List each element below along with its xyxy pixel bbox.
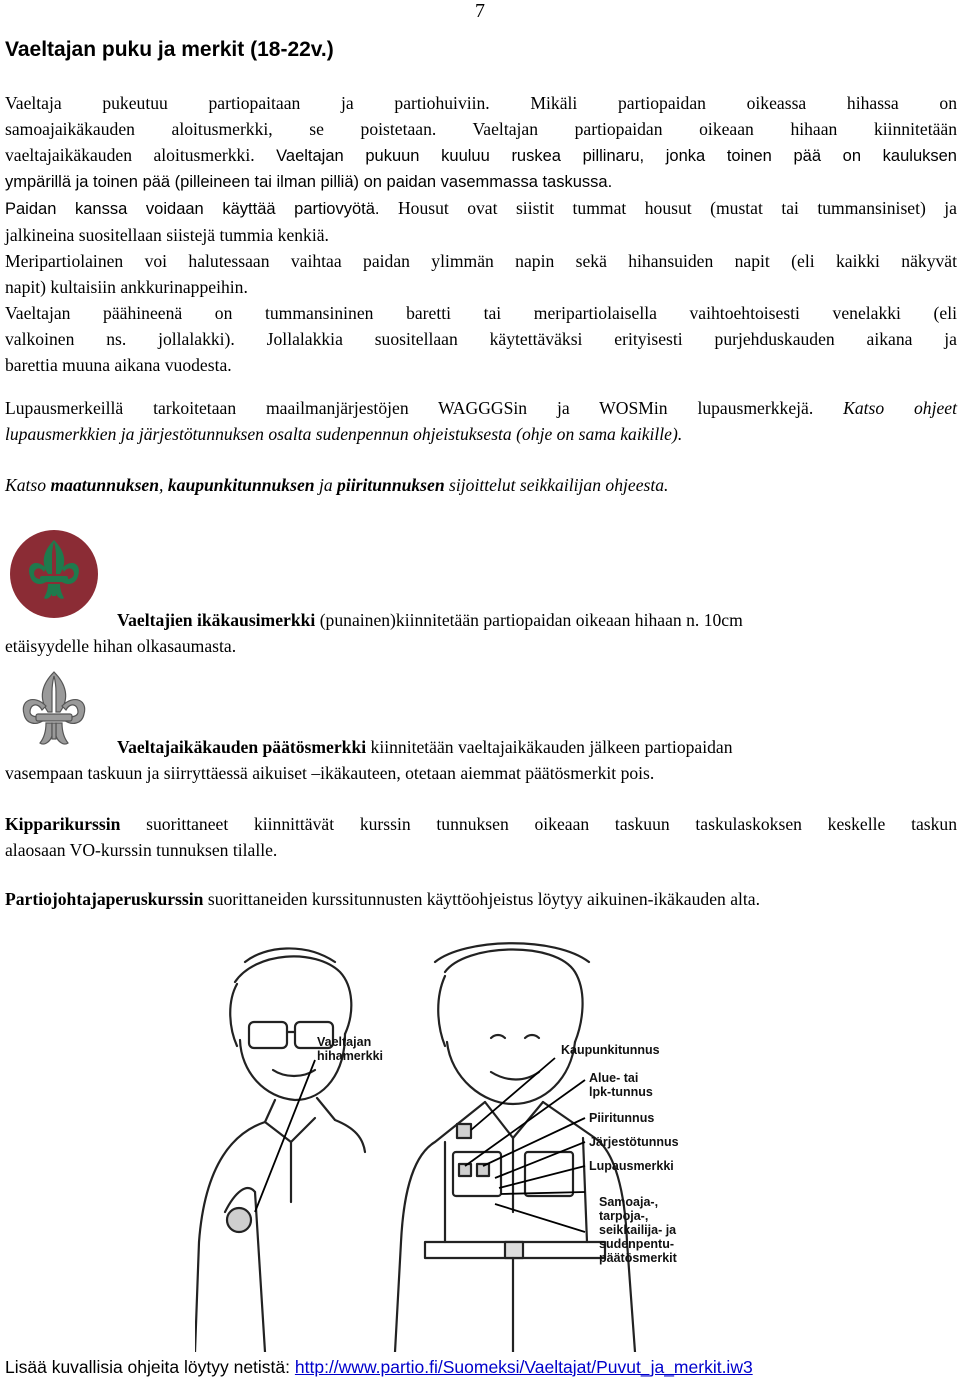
- label-paatos-1: Samoaja-,: [599, 1195, 659, 1209]
- page-title: Vaeltajan puku ja merkit (18-22v.): [5, 38, 334, 61]
- intro-line-10a: valkoinen ns. jollalakki).: [5, 329, 235, 349]
- kippari-title: Kipparikurssin: [5, 814, 121, 834]
- label-hihamerkki-2: hihamerkki: [317, 1049, 384, 1063]
- label-paatos-4: sudenpentu-: [599, 1237, 674, 1251]
- intro-sans-c: Paidan kanssa voidaan käyttää partiovyötä.: [5, 200, 380, 218]
- kippari-line2: alaosaan VO-kurssin tunnuksen tilalle.: [5, 840, 278, 860]
- label-jarjestotunnus: Järjestötunnus: [589, 1135, 679, 1149]
- label-alue-1: Alue- tai: [589, 1071, 639, 1085]
- intro-line-8: napit) kultaisiin ankkurinappeihin.: [5, 277, 248, 297]
- label-paatos-2: tarpoja-,: [599, 1209, 649, 1223]
- intro-line-7: Meripartiolainen voi halutessaan vaihtaa paidan ylimmän napin sekä hihansuiden napit (eli kaikki näkyvät: [5, 251, 957, 271]
- intro-line-10b: Jollalakkia suositellaan käytettäväksi erityisesti purjehduskauden aikana ja: [266, 329, 957, 349]
- footer: [5, 1357, 753, 1378]
- promise-italic-a: Katso ohjeet: [843, 398, 957, 418]
- intro-sans-b: ympärillä ja toinen pää (pilleineen tai ilman pilliä) on paidan vasemmassa taskussa.: [5, 173, 613, 191]
- badge2-title: Vaeltajaikäkauden päätösmerkki: [117, 737, 367, 757]
- label-paatos-5: päätösmerkit: [599, 1251, 677, 1265]
- katso-mid: ja: [318, 475, 333, 495]
- intro-line-1: Vaeltaja pukeutuu partiopaitaan ja partiohuiviin. Mikäli partiopaidan oikeassa hihassa on: [5, 93, 957, 113]
- footer-link[interactable]: http://www.partio.fi/Suomeksi/Vaeltajat/Puvut_ja_merkit.iw3: [294, 1357, 753, 1377]
- label-kaupunkitunnus: Kaupunkitunnus: [561, 1043, 660, 1057]
- badge1-paragraph: [5, 607, 957, 659]
- label-paatos-3: seikkailija- ja: [599, 1223, 677, 1237]
- intro-line-9: Vaeltajan päähineenä on tummansininen baretti tai meripartiolaisella vaihtoehtoisesti venelakki (eli: [5, 303, 957, 323]
- katso-bold-2: kaupunkitunnuksen: [167, 475, 315, 495]
- intro-paragraph: [5, 90, 957, 378]
- promise-paragraph: [5, 395, 957, 447]
- katso-paragraph: [5, 472, 957, 498]
- intro-line-6: jalkineina suositellaan siistejä tummia kenkiä.: [5, 225, 329, 245]
- badge1-line2: etäisyydelle hihan olkasaumasta.: [5, 636, 237, 656]
- page-number: 7: [475, 0, 485, 22]
- label-alue-2: lpk-tunnus: [589, 1085, 653, 1099]
- katso-bold-3: piiritunnuksen: [337, 475, 445, 495]
- intro-line-3: vaeltajaikäkauden aloitusmerkki.: [5, 145, 255, 165]
- badge2-line2: vasempaan taskuun ja siirryttäessä aikuiset –ikäkauteen, otetaan aiemmat päätösmerkit pois.: [5, 763, 655, 783]
- katso-pre: Katso: [5, 475, 47, 495]
- badge2-paragraph: [5, 734, 957, 786]
- partiojohtaja-text: suorittaneiden kurssitunnusten käyttöohjeistus löytyy aikuinen-ikäkauden alta.: [207, 889, 760, 909]
- intro-sans-a: Vaeltajan pukuun kuuluu ruskea pillinaru, jonka toinen pää on kauluksen: [276, 147, 957, 165]
- kippari-paragraph: [5, 811, 957, 863]
- katso-bold-1: maatunnuksen: [50, 475, 160, 495]
- partiojohtaja-paragraph: [5, 886, 957, 912]
- katso-post: sijoittelut seikkailijan ohjeesta.: [449, 475, 669, 495]
- badge1-title: Vaeltajien ikäkausimerkki: [117, 610, 316, 630]
- promise-italic-b: lupausmerkkien ja järjestötunnuksen osalta sudenpennun ohjeistuksesta (ohje on sama kaikille).: [5, 424, 683, 444]
- footer-text: Lisää kuvallisia ohjeita löytyy netistä:: [5, 1357, 291, 1377]
- label-piiritunnus: Piiritunnus: [589, 1111, 655, 1125]
- partiojohtaja-title: Partiojohtajaperuskurssin: [5, 889, 204, 909]
- intro-line-11: barettia muuna aikana vuodesta.: [5, 355, 232, 375]
- label-hihamerkki-1: Vaeltajan: [317, 1035, 372, 1049]
- kippari-text: suorittaneet kiinnittävät kurssin tunnuksen oikeaan taskuun taskulaskoksen keskelle taskun: [146, 814, 957, 834]
- badge1-text: (punainen)kiinnitetään partiopaidan oikeaan hihaan n. 10cm: [319, 610, 743, 630]
- label-lupausmerkki: Lupausmerkki: [589, 1159, 674, 1173]
- uniform-illustration: [195, 942, 695, 1352]
- badge2-text: kiinnitetään vaeltajaikäkauden jälkeen partiopaidan: [370, 737, 733, 757]
- intro-line-5: Housut ovat siistit tummat housut (mustat tai tummansiniset) ja: [397, 198, 957, 218]
- promise-text: Lupausmerkeillä tarkoitetaan maailmanjärjestöjen WAGGGSin ja WOSMin lupausmerkkejä.: [5, 398, 814, 418]
- intro-line-2: samoajaikäkauden aloitusmerkki, se poistetaan. Vaeltajan partiopaidan oikeaan hihaan kiinnitetään: [5, 119, 957, 139]
- katso-sep: ,: [159, 475, 164, 495]
